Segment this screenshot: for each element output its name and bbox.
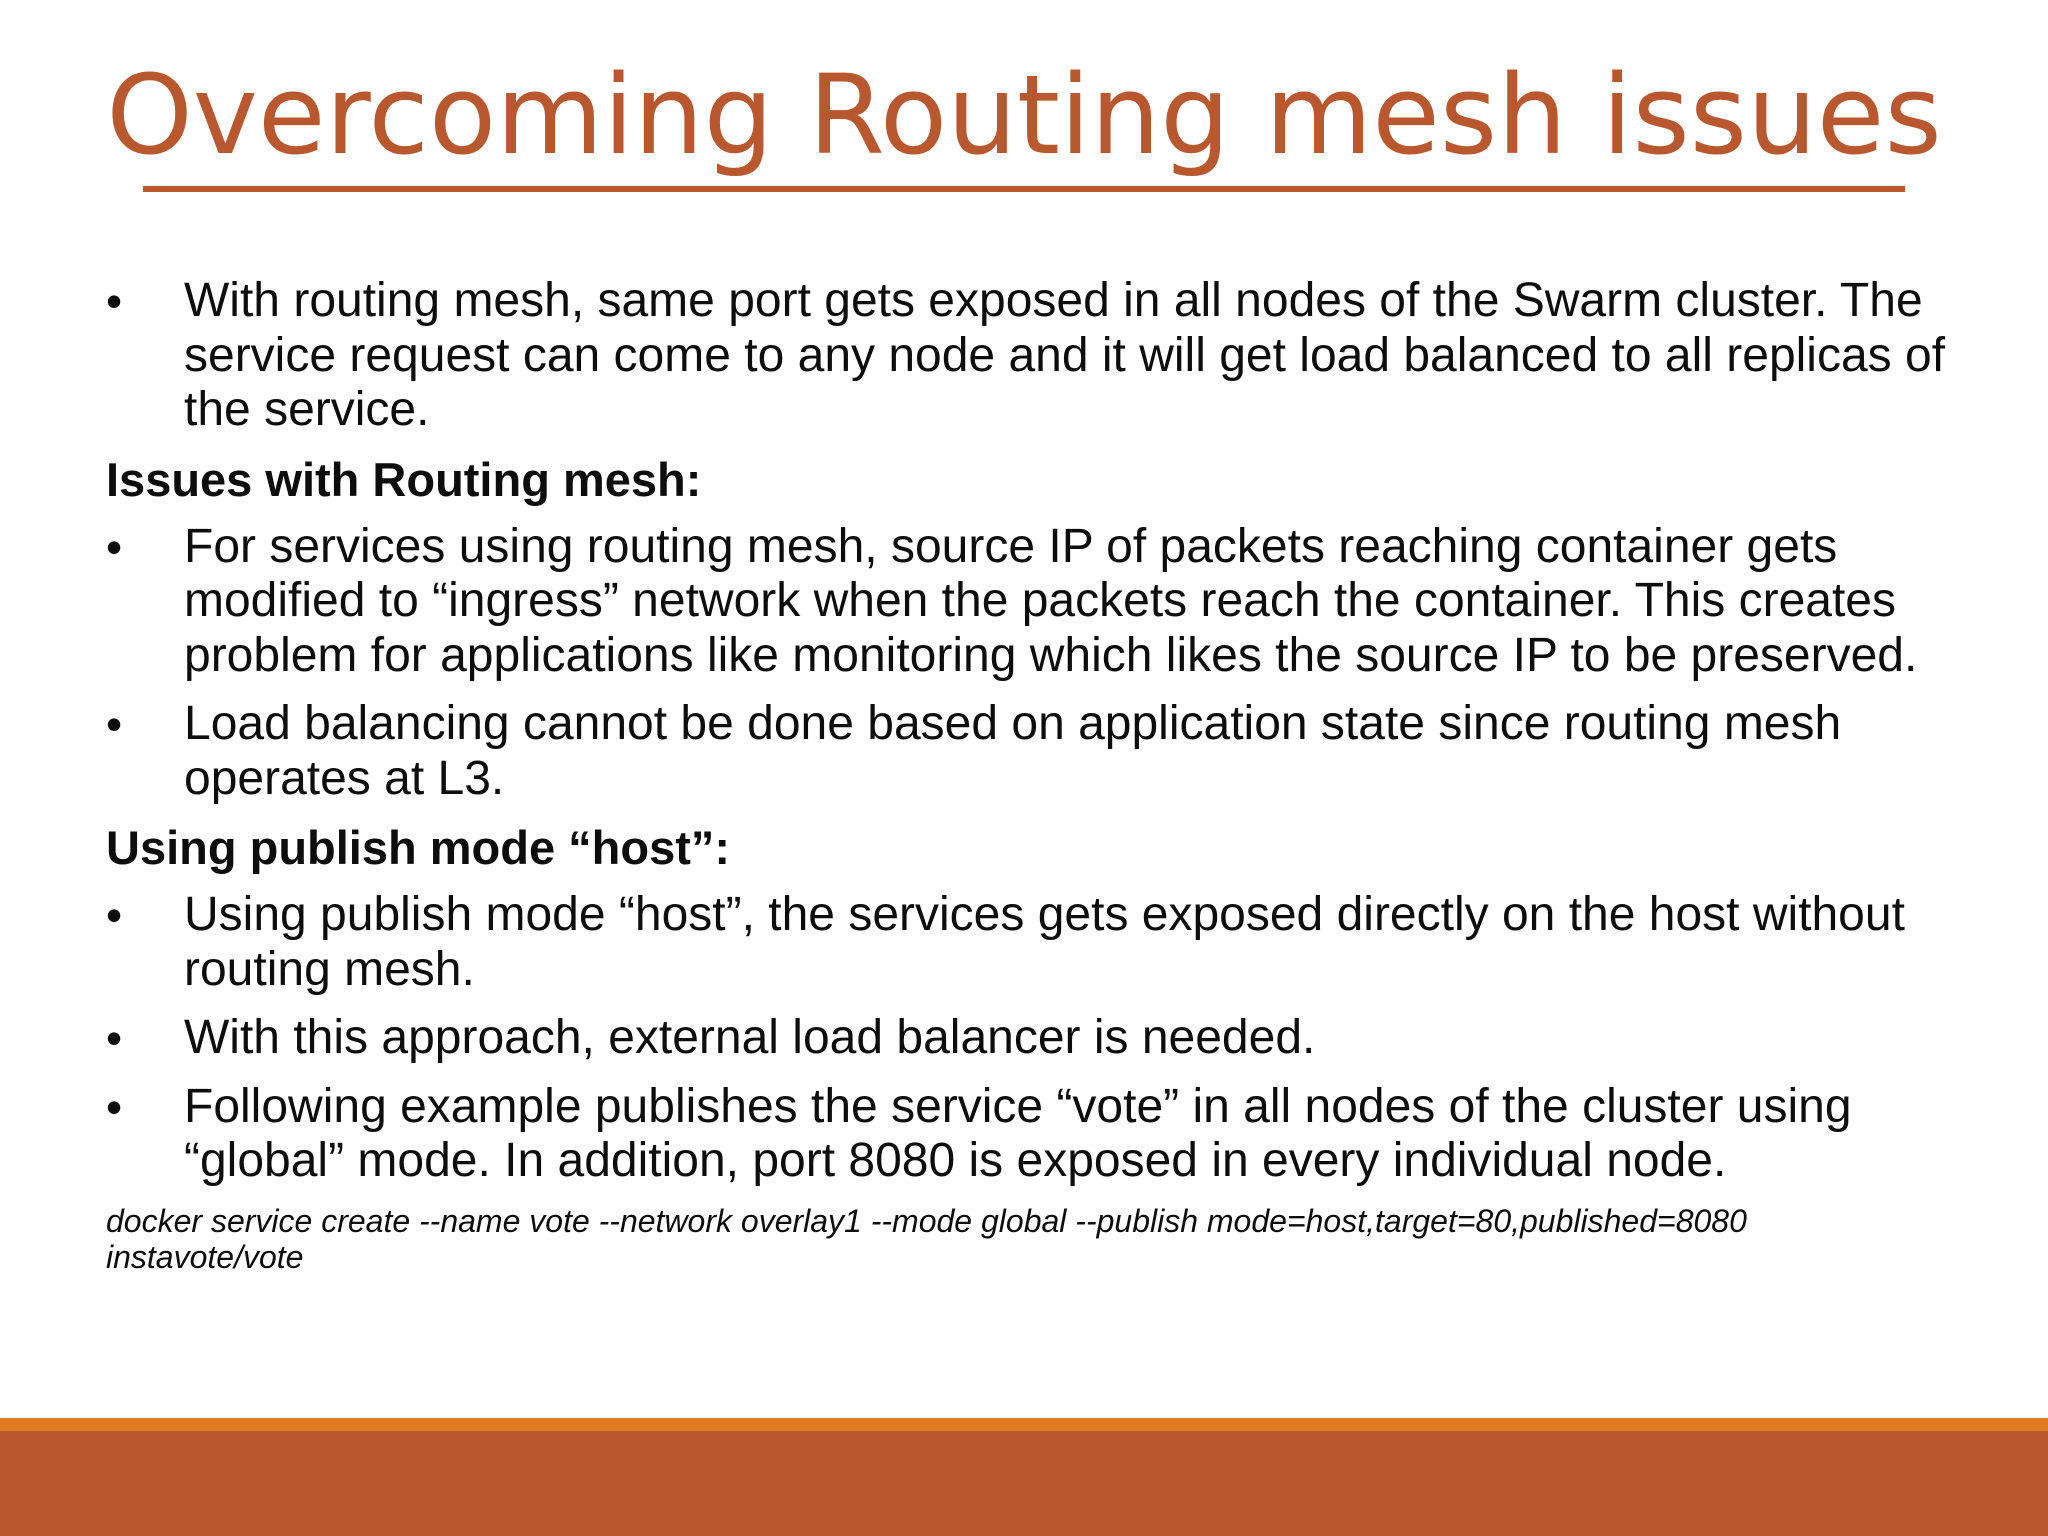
- section-heading-publish-mode: Using publish mode “host”:: [106, 821, 731, 874]
- bullet-text: Following example publishes the service “vote” in all nodes of the cluster using “global” mode. In addition, port 8080 is exposed in every individual node.: [184, 1079, 1852, 1187]
- footer-bar: [0, 1431, 2048, 1536]
- slide-content: [106, 274, 2006, 1275]
- bullet-text: With routing mesh, same port gets exposed in all nodes of the Swarm cluster. The service request can come to any node and it will get load balanced to all replicas of the service.: [184, 274, 1946, 436]
- bullet-text: Load balancing cannot be done based on application state since routing mesh operates at L3.: [184, 697, 1842, 805]
- bullet-dot: •: [106, 520, 123, 573]
- slide-title: Overcoming Routing mesh issues: [106, 51, 1942, 179]
- bullet-item: [106, 888, 2006, 997]
- bullet-text: With this approach, external load balancer is needed.: [184, 1011, 1316, 1064]
- bullet-text: For services using routing mesh, source IP of packets reaching container gets modified to “ingress” network when the packets reach the container. This creates problem for applications like monitoring which likes the source IP to be preserved.: [184, 519, 1918, 682]
- bullet-dot: •: [106, 1080, 123, 1133]
- title-underline: [143, 186, 1905, 192]
- bullet-dot: •: [106, 275, 123, 327]
- bullet-dot: •: [106, 698, 123, 750]
- bullet-item: [106, 1011, 2006, 1066]
- bullet-item: [106, 1080, 2006, 1189]
- footer-stripe: [0, 1418, 2048, 1431]
- bullet-item: [106, 520, 2006, 684]
- bullet-item: [106, 274, 2006, 438]
- docker-command: docker service create --name vote --network overlay1 --mode global --publish mode=host,target=80,published=8080 instavote/vote: [106, 1202, 1747, 1275]
- section-heading-issues: Issues with Routing mesh:: [106, 452, 702, 506]
- bullet-dot: •: [106, 889, 123, 941]
- bullet-item: [106, 697, 2006, 806]
- bullet-dot: •: [106, 1012, 123, 1064]
- bullet-text: Using publish mode “host”, the services gets exposed directly on the host without routing mesh.: [184, 888, 1905, 996]
